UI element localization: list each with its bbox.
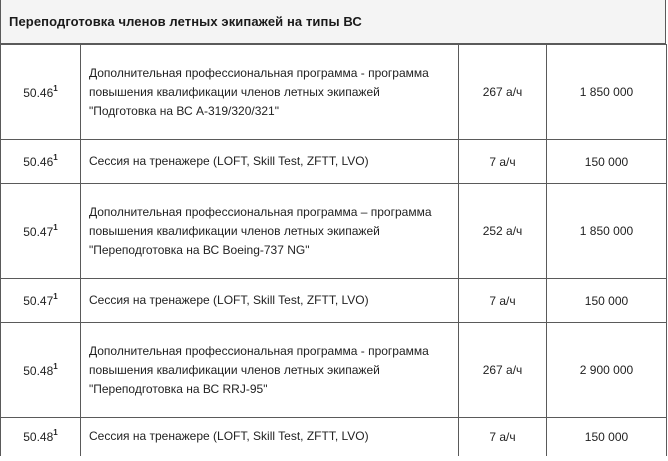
row-hours: 7 а/ч (459, 418, 547, 456)
row-price: 150 000 (547, 140, 667, 184)
row-code (1, 418, 81, 456)
table-row (1, 279, 667, 323)
row-hours: 267 а/ч (459, 45, 547, 140)
row-hours: 252 а/ч (459, 184, 547, 279)
price-table (0, 44, 667, 456)
row-code (1, 323, 81, 418)
row-price: 1 850 000 (547, 184, 667, 279)
section-header (0, 0, 666, 44)
row-hours: 7 а/ч (459, 140, 547, 184)
row-hours: 267 а/ч (459, 323, 547, 418)
section-title: Переподготовка членов летных экипажей на типы ВС (9, 14, 362, 29)
row-price: 150 000 (547, 418, 667, 456)
row-name: Дополнительная профессиональная программа - программа повышения квалификации членов летных экипажей "Переподготовка на ВС RRJ-95" (81, 323, 459, 418)
row-hours: 7 а/ч (459, 279, 547, 323)
row-name: Сессия на тренажере (LOFT, Skill Test, ZFTT, LVO) (81, 140, 459, 184)
row-price: 2 900 000 (547, 323, 667, 418)
code-superscript: 1 (53, 292, 58, 301)
table-row (1, 45, 667, 140)
code-number: 50.47 (23, 224, 54, 239)
row-name: Сессия на тренажере (LOFT, Skill Test, ZFTT, LVO) (81, 418, 459, 456)
code-superscript: 1 (53, 153, 58, 162)
table-row (1, 418, 667, 456)
code-number: 50.48 (23, 430, 54, 445)
code-superscript: 1 (53, 361, 58, 371)
code-number: 50.46 (23, 85, 54, 100)
table-row (1, 323, 667, 418)
code-superscript: 1 (53, 83, 58, 93)
table-row (1, 184, 667, 279)
row-name: Дополнительная профессиональная программа – программа повышения квалификации членов летных экипажей "Переподготовка на ВС Boeing-737 NG" (81, 184, 459, 279)
row-code (1, 140, 81, 184)
row-code (1, 184, 81, 279)
row-price: 1 850 000 (547, 45, 667, 140)
row-code (1, 45, 81, 140)
code-superscript: 1 (53, 222, 58, 232)
table-row (1, 140, 667, 184)
row-name: Сессия на тренажере (LOFT, Skill Test, ZFTT, LVO) (81, 279, 459, 323)
row-price: 150 000 (547, 279, 667, 323)
code-number: 50.47 (23, 294, 54, 308)
code-number: 50.46 (23, 155, 54, 169)
row-name: Дополнительная профессиональная программа - программа повышения квалификации членов летных экипажей "Подготовка на ВС А-319/320/321" (81, 45, 459, 140)
row-code (1, 279, 81, 323)
code-superscript: 1 (53, 428, 58, 438)
code-number: 50.48 (23, 363, 54, 378)
